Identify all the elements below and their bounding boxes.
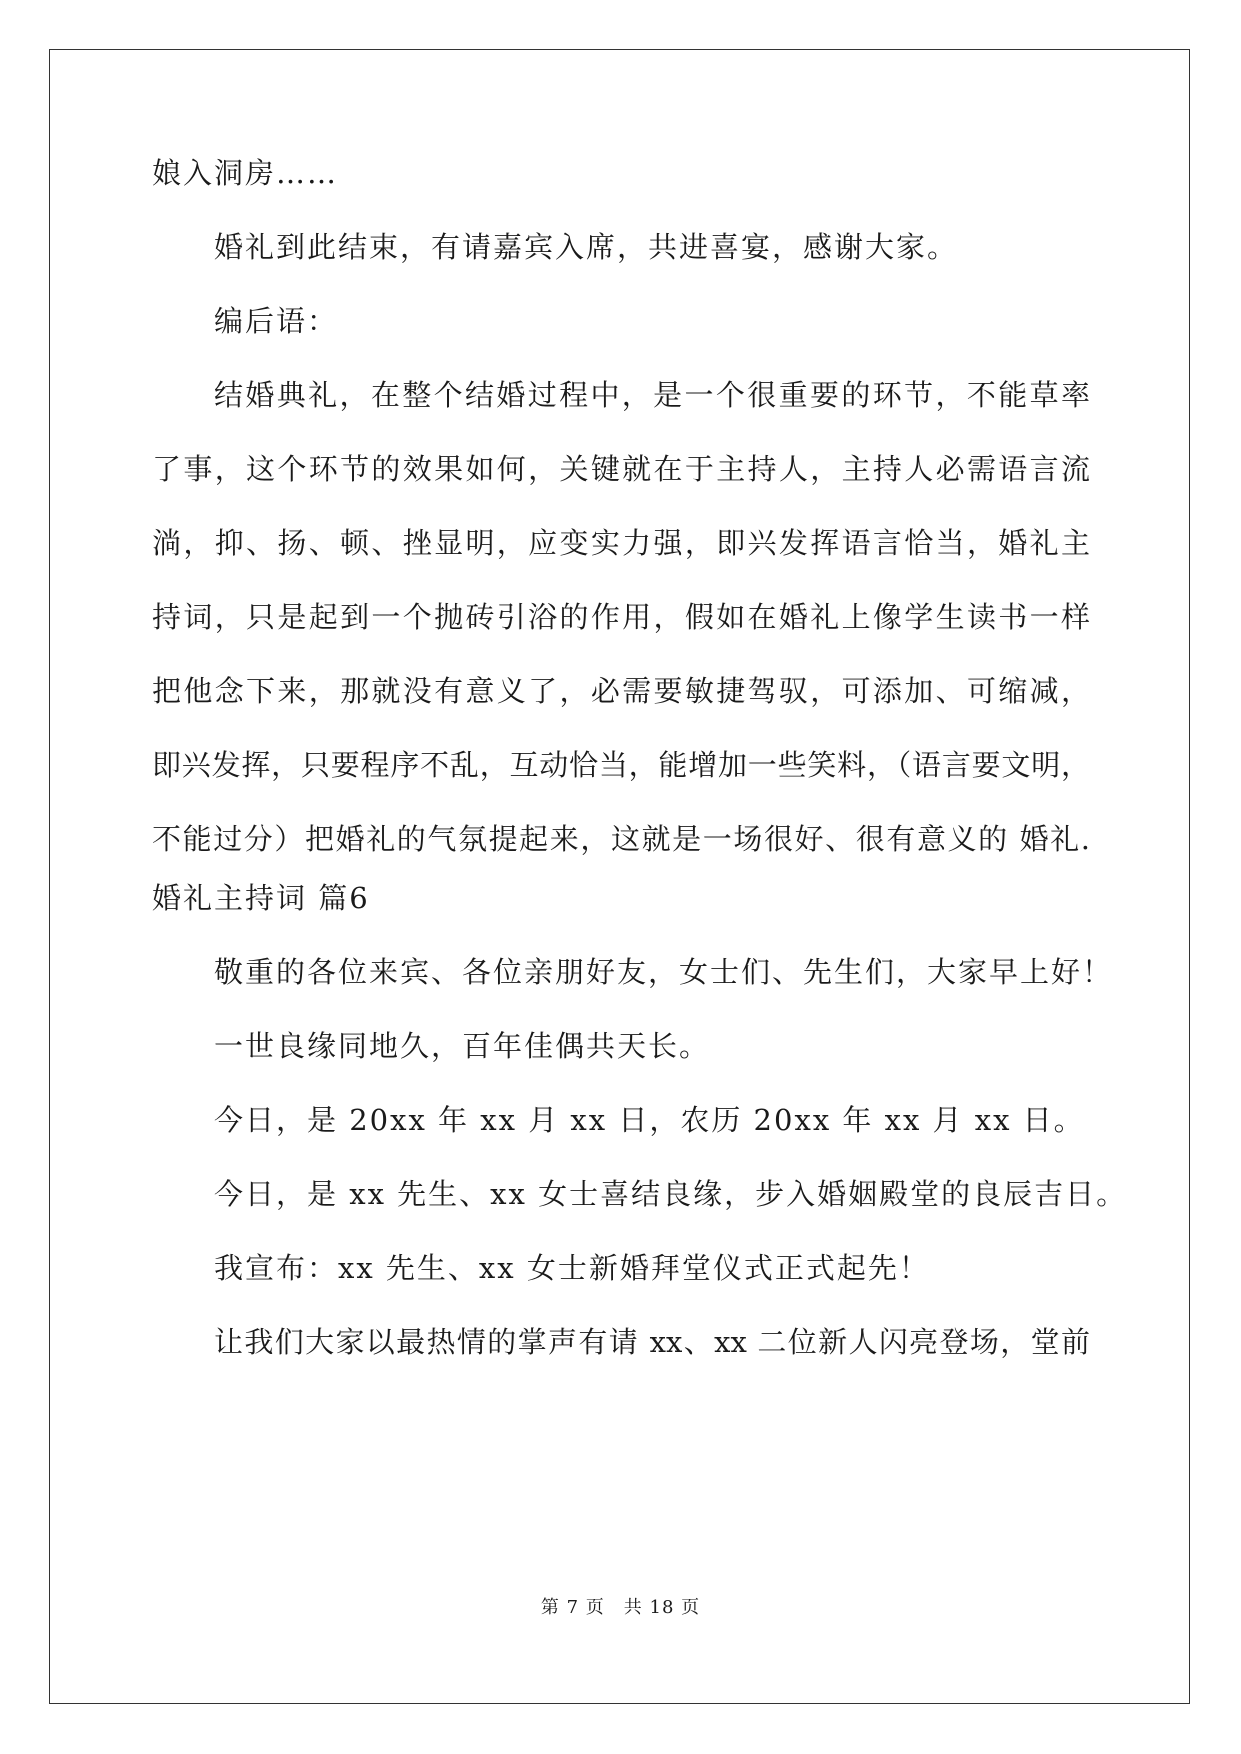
paragraph-line: 今日，是 20xx 年 xx 月 xx 日，农历 20xx 年 xx 月 xx 日。 — [214, 1103, 1085, 1137]
paragraph-line: 我宣布：xx 先生、xx 女士新婚拜堂仪式正式起先！ — [214, 1251, 930, 1285]
paragraph-line: 结婚典礼，在整个结婚过程中，是一个很重要的环节，不能草率 — [214, 378, 1090, 412]
paragraph-line: 婚礼到此结束，有请嘉宾入席，共进喜宴，感谢大家。 — [214, 230, 959, 264]
paragraph-line: 淌，抑、扬、顿、挫显明，应变实力强，即兴发挥语言恰当，婚礼主 — [152, 526, 1090, 560]
paragraph-line: 持词，只是起到一个抛砖引浴的作用，假如在婚礼上像学生读书一样 — [152, 600, 1090, 634]
paragraph-line: 不能过分）把婚礼的气氛提起来，这就是一场很好、很有意义的 婚礼. — [152, 822, 1090, 856]
section-heading: 婚礼主持词 篇6 — [152, 881, 370, 915]
paragraph-line: 敬重的各位来宾、各位亲朋好友，女士们、先生们，大家早上好！ — [214, 955, 1114, 989]
paragraph-line: 今日，是 xx 先生、xx 女士喜结良缘，步入婚姻殿堂的良辰吉日。 — [214, 1177, 1128, 1211]
paragraph-line: 把他念下来，那就没有意义了，必需要敏捷驾驭，可添加、可缩减， — [152, 674, 1090, 708]
page-number: 第 7 页 共 18 页 — [540, 1597, 701, 1618]
paragraph-line: 娘入洞房…… — [152, 156, 339, 190]
paragraph-line: 即兴发挥，只要程序不乱，互动恰当，能增加一些笑料，（语言要文明， — [152, 748, 1090, 782]
paragraph-line: 让我们大家以最热情的掌声有请 xx、xx 二位新人闪亮登场，堂前 — [214, 1325, 1090, 1359]
page-border — [49, 49, 1190, 1704]
paragraph-line: 一世良缘同地久，百年佳偶共天长。 — [214, 1029, 711, 1063]
section-label: 编后语： — [214, 304, 339, 338]
paragraph-line: 了事，这个环节的效果如何，关键就在于主持人，主持人必需语言流 — [152, 452, 1090, 486]
